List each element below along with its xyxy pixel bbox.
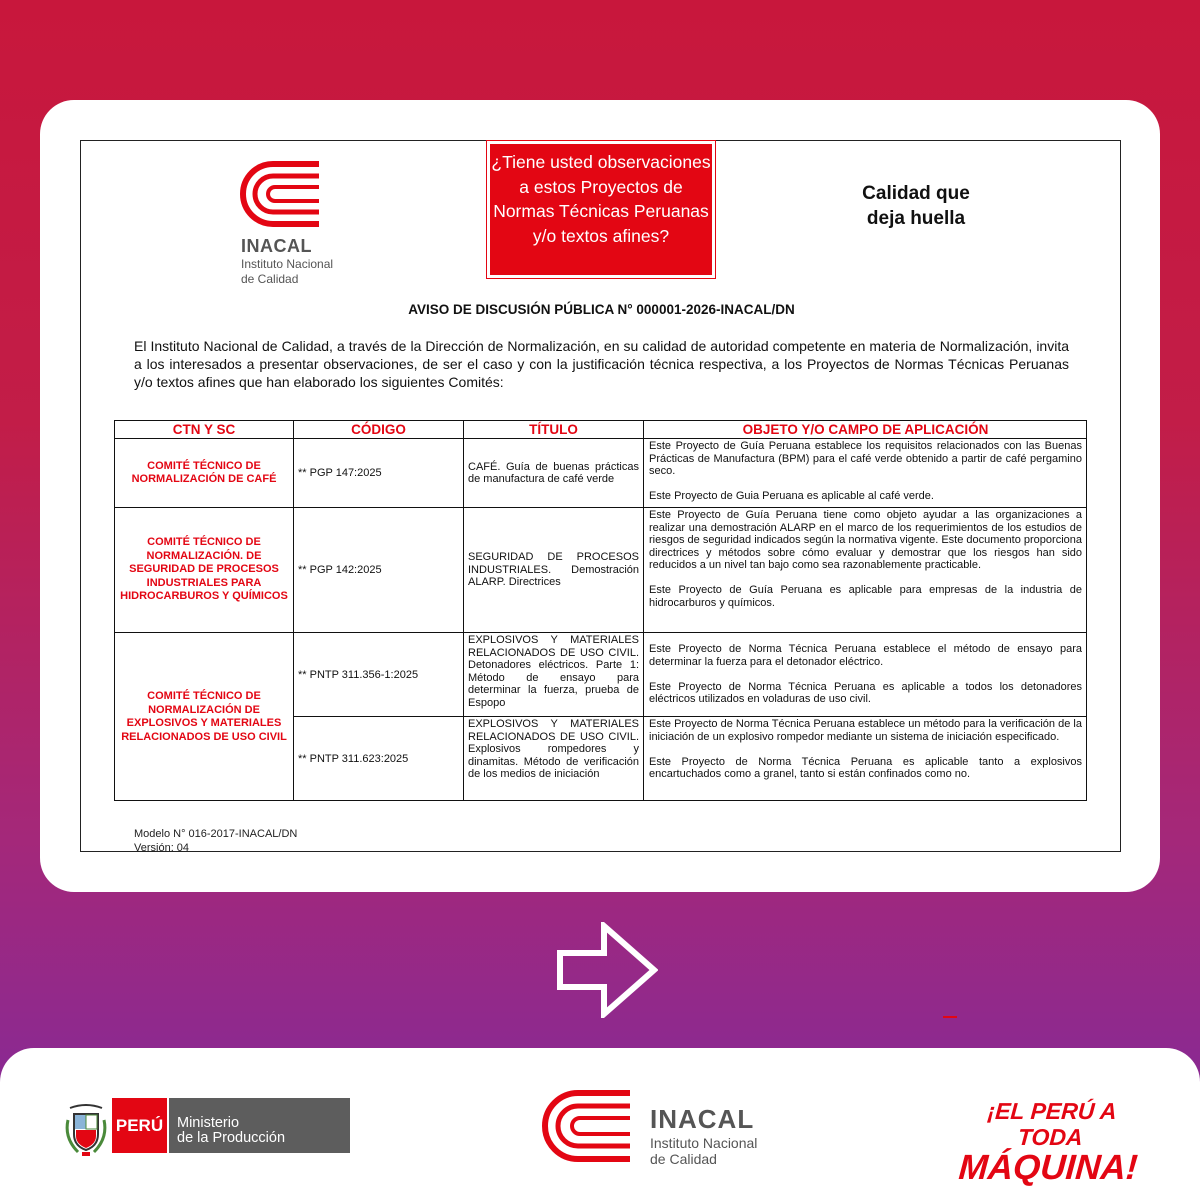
standards-table: [114, 420, 1087, 801]
decorative-mark: [943, 1016, 957, 1018]
row-3-title: EXPLOSIVOS Y MATERIALES RELACIONADOS DE USO CIVIL. Detonadores eléctricos. Parte 1: Método de ensayo para determinar la fuerza, prueba de Espopo: [464, 633, 644, 717]
header-ctn: CTN Y SC: [115, 421, 294, 439]
campaign-slogan-line-1: ¡EL PERÚ A TODA: [986, 1098, 1118, 1150]
footer-brand-sub-line-1: Instituto Nacional: [650, 1135, 758, 1151]
row-2-ctn: COMITÉ TÉCNICO DE NORMALIZACIÓN. DE SEGURIDAD DE PROCESOS INDUSTRIALES PARA HIDROCARBUROS Y QUÍMICOS: [115, 508, 294, 633]
row-2-object: [644, 508, 1087, 633]
row-1-object: [644, 439, 1087, 508]
question-callout: ¿Tiene usted observaciones a estos Proyectos de Normas Técnicas Peruanas y/o textos afines?: [487, 141, 715, 278]
ministry-label: [168, 1098, 350, 1153]
row-2-code: ** PGP 142:2025: [294, 508, 464, 633]
inacal-logo-icon: [233, 158, 323, 230]
doc-brand-sub-line-1: Instituto Nacional: [241, 257, 334, 271]
ministry-line-1: Ministerio: [177, 1115, 240, 1131]
row-1-ctn: COMITÉ TÉCNICO DE NORMALIZACIÓN DE CAFÉ: [115, 439, 294, 508]
form-model-number: Modelo N° 016-2017-INACAL/DN: [134, 828, 298, 840]
row-1-code: ** PGP 147:2025: [294, 439, 464, 508]
footer-brand-subtitle: [650, 1135, 790, 1167]
row-4-object-p2: Este Proyecto de Norma Técnica Peruana es aplicable tanto a explosivos encartuchados como a granel, tanto si están confinados como no.: [649, 755, 1082, 780]
doc-slogan-line-1: Calidad que: [862, 183, 970, 204]
footer-brand-name: INACAL: [650, 1104, 755, 1134]
row-3-ctn: COMITÉ TÉCNICO DE NORMALIZACIÓN DE EXPLOSIVOS Y MATERIALES RELACIONADOS DE USO CIVIL: [115, 633, 294, 801]
row-1-object-p2: Este Proyecto de Guia Peruana es aplicable al café verde.: [649, 490, 934, 502]
form-model-note: [134, 827, 297, 855]
campaign-slogan: [957, 1098, 1143, 1186]
next-arrow-icon[interactable]: [556, 922, 658, 1018]
footer-bar: [0, 1048, 1200, 1200]
row-3-object-p2: Este Proyecto de Norma Técnica Peruana es aplicable a todos los detonadores eléctricos utilizados en voladuras de uso civil.: [649, 680, 1082, 706]
peru-coat-of-arms-icon: [62, 1100, 110, 1158]
row-3-code: ** PNTP 311.356-1:2025: [294, 633, 464, 717]
row-3-object: [644, 633, 1087, 717]
row-4-object: [644, 717, 1087, 801]
row-2-object-p1: Este Proyecto de Guía Peruana tiene como objeto ayudar a las organizaciones a realizar una demostración ALARP en el marco de los requerimientos de los estudios de riesgos de seguridad indicados según la normativa vigente. Este documento proporciona directrices y métodos sobre cómo evaluar y demostrar que los riesgos han sido reducidos a un nivel tan bajo como sea razonablemente practicable.: [649, 509, 1082, 571]
inacal-logo-icon: [534, 1086, 634, 1166]
doc-brand-sub-line-2: de Calidad: [241, 272, 299, 286]
header-object: OBJETO Y/O CAMPO DE APLICACIÓN: [644, 421, 1087, 439]
row-4-code: ** PNTP 311.623:2025: [294, 717, 464, 801]
doc-brand-subtitle: [241, 257, 381, 287]
doc-slogan-line-2: deja huella: [866, 208, 966, 229]
header-title: TÍTULO: [464, 421, 644, 439]
row-2-title: [464, 508, 644, 633]
row-4-title: EXPLOSIVOS Y MATERIALES RELACIONADOS DE USO CIVIL. Explosivos rompedores y dinamitas. Método de verificación de los medios de iniciación: [464, 717, 644, 801]
row-1-title: [464, 439, 644, 508]
row-4-object-p1: Este Proyecto de Norma Técnica Peruana establece un método para la verificación de la iniciación de un explosivo rompedor mediante un sistema de iniciación especificado.: [649, 718, 1082, 743]
row-3-object-p1: Este Proyecto de Norma Técnica Peruana establece el método de ensayo para determinar la fuerza para el detonador eléctrico.: [649, 643, 1082, 668]
row-2-title-text: SEGURIDAD DE PROCESOS INDUSTRIALES. Demostración ALARP. Directrices: [468, 551, 639, 589]
footer-brand-sub-line-2: de Calidad: [650, 1151, 717, 1167]
notice-intro: El Instituto Nacional de Calidad, a través de la Dirección de Normalización, en su calidad de autoridad competente en materia de Normalización, invita a los interesados a presentar observaciones, de ser el caso y con la justificación técnica respectiva, a los Proyectos de Normas Técnicas Peruanas y/o textos afines que han elaborado los siguientes Comités:: [134, 338, 1069, 390]
doc-brand-name: INACAL: [241, 236, 312, 256]
row-1-object-p1: Este Proyecto de Guía Peruana establece los requisitos relacionados con las Buenas Prácticas de Manufactura (BPM) para el café verde obtenido a partir de café pergamino seco.: [649, 440, 1082, 477]
peru-label: PERÚ: [112, 1098, 167, 1153]
ministry-line-2: de la Producción: [177, 1130, 286, 1146]
campaign-slogan-line-2: MÁQUINA!: [957, 1148, 1140, 1187]
header-code: CÓDIGO: [294, 421, 464, 439]
notice-title: AVISO DE DISCUSIÓN PÚBLICA N° 000001-2026-INACAL/DN: [408, 302, 795, 317]
public-notice-document: [80, 140, 1121, 852]
row-2-object-p2: Este Proyecto de Guía Peruana es aplicable para empresas de la industria de hidrocarburos y químicos.: [649, 584, 1082, 609]
row-1-title-text: CAFÉ. Guía de buenas prácticas de manufactura de café verde: [468, 460, 639, 485]
doc-inacal-logo: [233, 158, 353, 288]
doc-slogan: [831, 181, 1001, 231]
form-version: Versión: 04: [134, 842, 190, 854]
